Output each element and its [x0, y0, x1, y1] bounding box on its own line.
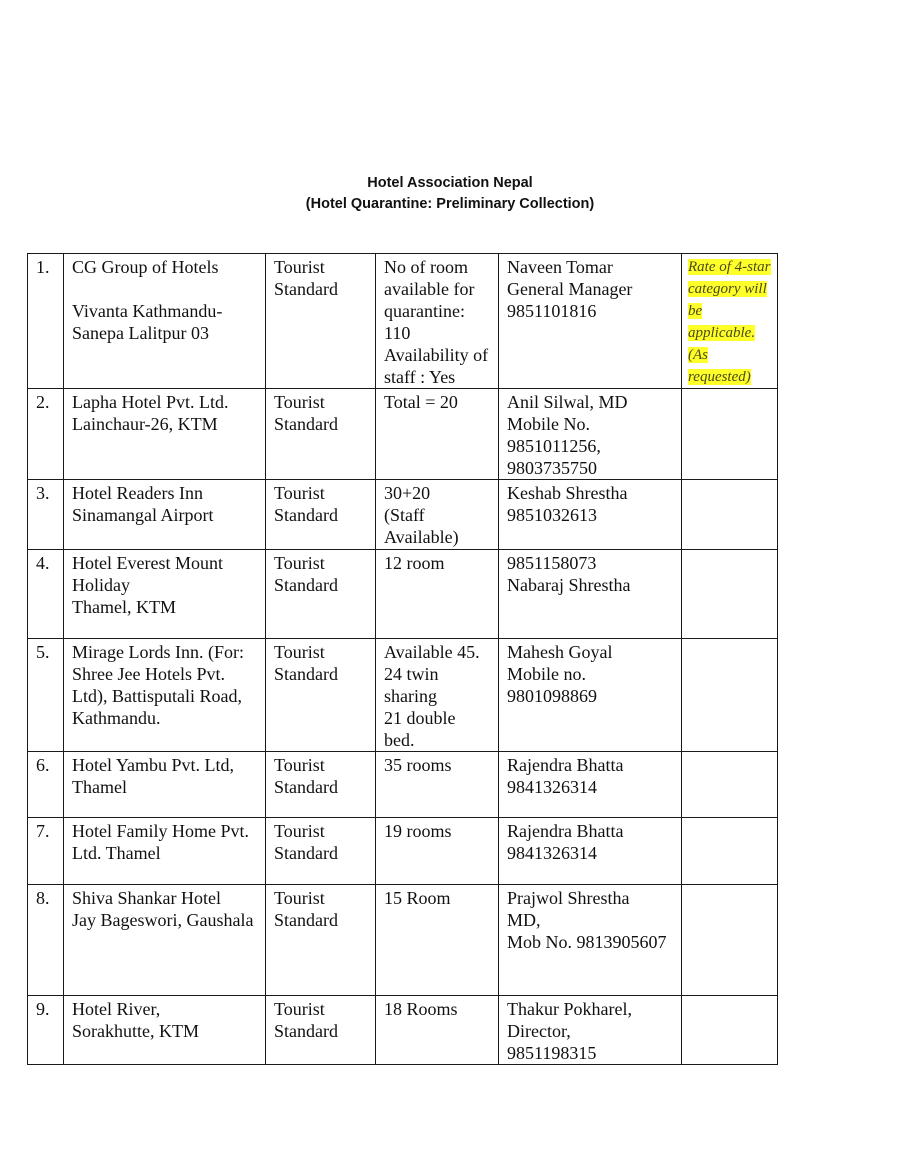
remark-cell [682, 639, 778, 752]
hotel-category: Tourist Standard [266, 254, 376, 389]
contact-person: Anil Silwal, MD Mobile No. 9851011256, 9803735750 [499, 389, 682, 480]
document-title: Hotel Association Nepal [367, 175, 533, 191]
table-row [28, 254, 778, 389]
row-number: 8. [28, 885, 64, 996]
table-row [28, 639, 778, 752]
hotel-category: Tourist Standard [266, 550, 376, 639]
hotel-name-address: Hotel Readers Inn Sinamangal Airport [64, 480, 266, 550]
contact-person: Thakur Pokharel, Director, 9851198315 [499, 996, 682, 1065]
table-row [28, 752, 778, 818]
remark-cell [682, 254, 778, 389]
table-row [28, 550, 778, 639]
rooms-available: 30+20 (Staff Available) [376, 480, 499, 550]
row-number: 5. [28, 639, 64, 752]
hotel-name-address: Shiva Shankar Hotel Jay Bageswori, Gaushala [64, 885, 266, 996]
table-row [28, 389, 778, 480]
contact-person: Rajendra Bhatta 9841326314 [499, 818, 682, 885]
rooms-available: Available 45. 24 twin sharing 21 double bed. [376, 639, 499, 752]
hotel-category: Tourist Standard [266, 885, 376, 996]
row-number: 6. [28, 752, 64, 818]
highlighted-remark: Rate of 4-star category will be applicable. (As requested) [688, 259, 771, 385]
hotel-category: Tourist Standard [266, 639, 376, 752]
contact-person: 9851158073 Nabaraj Shrestha [499, 550, 682, 639]
remark-cell [682, 818, 778, 885]
hotel-table [27, 253, 778, 1065]
contact-person: Keshab Shrestha 9851032613 [499, 480, 682, 550]
contact-person: Rajendra Bhatta 9841326314 [499, 752, 682, 818]
remark-cell [682, 389, 778, 480]
rooms-available: 18 Rooms [376, 996, 499, 1065]
contact-person: Mahesh Goyal Mobile no. 9801098869 [499, 639, 682, 752]
remark-cell [682, 885, 778, 996]
hotel-name-address: Hotel Family Home Pvt. Ltd. Thamel [64, 818, 266, 885]
document-header [0, 173, 900, 215]
hotel-category: Tourist Standard [266, 996, 376, 1065]
hotel-category: Tourist Standard [266, 389, 376, 480]
rooms-available: 15 Room [376, 885, 499, 996]
hotel-name-address: Hotel Everest Mount Holiday Thamel, KTM [64, 550, 266, 639]
contact-person: Prajwol Shrestha MD, Mob No. 9813905607 [499, 885, 682, 996]
document-subtitle: (Hotel Quarantine: Preliminary Collection) [305, 196, 595, 212]
hotel-name-address: Hotel Yambu Pvt. Ltd, Thamel [64, 752, 266, 818]
hotel-name-address: CG Group of Hotels Vivanta Kathmandu- Sanepa Lalitpur 03 [64, 254, 266, 389]
row-number: 3. [28, 480, 64, 550]
row-number: 9. [28, 996, 64, 1065]
remark-cell [682, 480, 778, 550]
row-number: 1. [28, 254, 64, 389]
table-row [28, 996, 778, 1065]
rooms-available: 19 rooms [376, 818, 499, 885]
hotel-category: Tourist Standard [266, 818, 376, 885]
hotel-name-address: Lapha Hotel Pvt. Ltd. Lainchaur-26, KTM [64, 389, 266, 480]
row-number: 4. [28, 550, 64, 639]
rooms-available: No of room available for quarantine: 110 Availability of staff : Yes [376, 254, 499, 389]
rooms-available: 12 room [376, 550, 499, 639]
remark-cell [682, 996, 778, 1065]
rooms-available: 35 rooms [376, 752, 499, 818]
hotel-category: Tourist Standard [266, 752, 376, 818]
contact-person: Naveen Tomar General Manager 9851101816 [499, 254, 682, 389]
hotel-name-address: Mirage Lords Inn. (For: Shree Jee Hotels Pvt. Ltd), Battisputali Road, Kathmandu. [64, 639, 266, 752]
row-number: 7. [28, 818, 64, 885]
rooms-available: Total = 20 [376, 389, 499, 480]
remark-cell [682, 752, 778, 818]
table-row [28, 480, 778, 550]
remark-cell [682, 550, 778, 639]
row-number: 2. [28, 389, 64, 480]
hotel-category: Tourist Standard [266, 480, 376, 550]
table-row [28, 818, 778, 885]
table-row [28, 885, 778, 996]
hotel-name-address: Hotel River, Sorakhutte, KTM [64, 996, 266, 1065]
